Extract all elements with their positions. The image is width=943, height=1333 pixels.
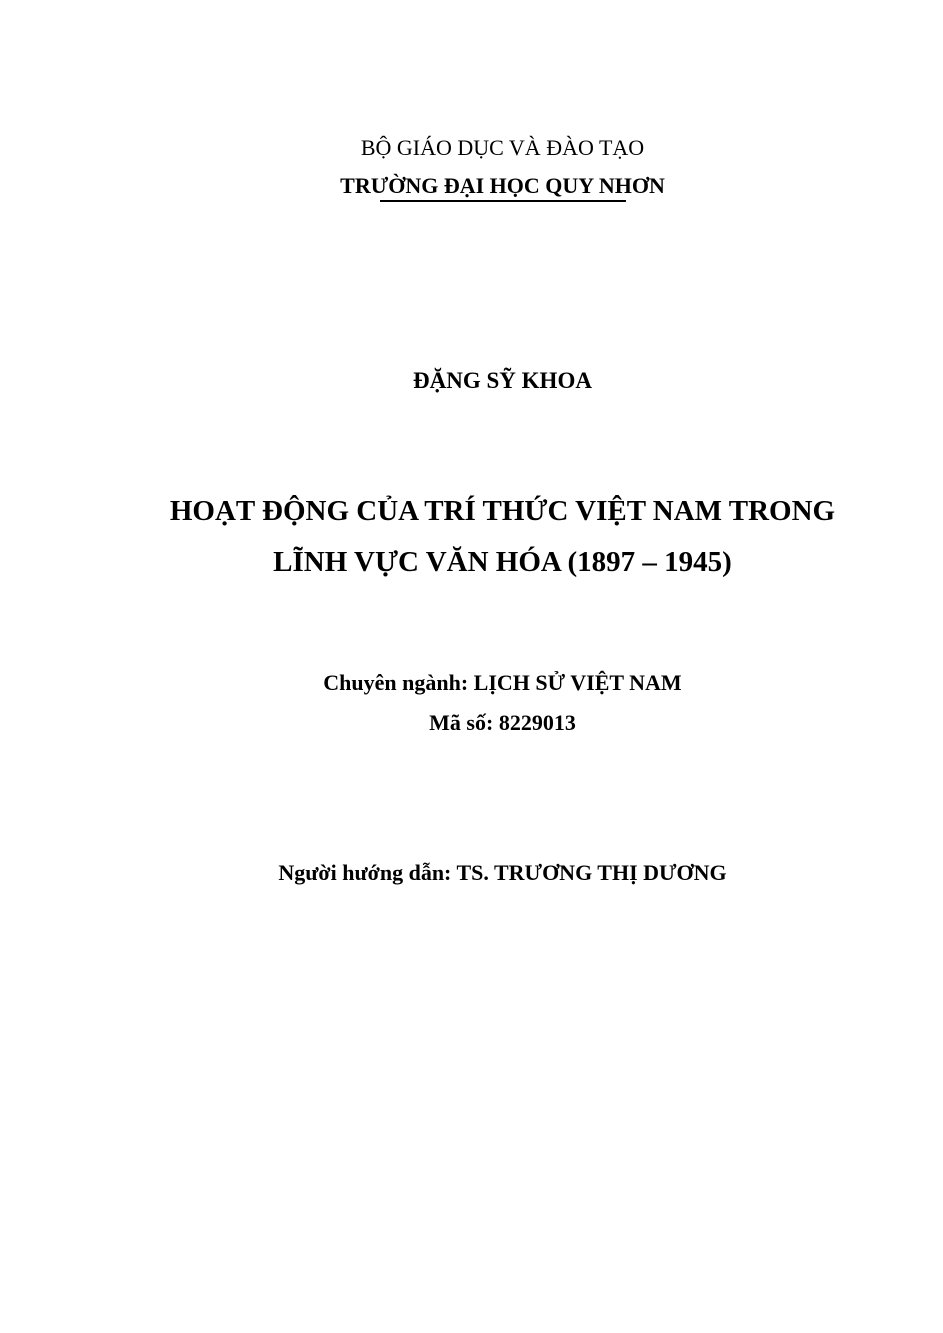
ministry-name: BỘ GIÁO DỤC VÀ ĐÀO TẠO — [360, 135, 645, 160]
major-code: Mã số: 8229013 — [429, 710, 576, 735]
major-field: Chuyên ngành: LỊCH SỬ VIỆT NAM — [323, 670, 682, 695]
thesis-title-line-2: LĨNH VỰC VĂN HÓA (1897 – 1945) — [273, 546, 732, 578]
university-underline — [380, 200, 626, 202]
university-name: TRƯỜNG ĐẠI HỌC QUY NHƠN — [340, 173, 665, 198]
advisor: Người hướng dẫn: TS. TRƯƠNG THỊ DƯƠNG — [278, 860, 727, 885]
thesis-title-line-1: HOẠT ĐỘNG CỦA TRÍ THỨC VIỆT NAM TRONG — [169, 495, 836, 527]
author-name: ĐẶNG SỸ KHOA — [413, 368, 592, 393]
